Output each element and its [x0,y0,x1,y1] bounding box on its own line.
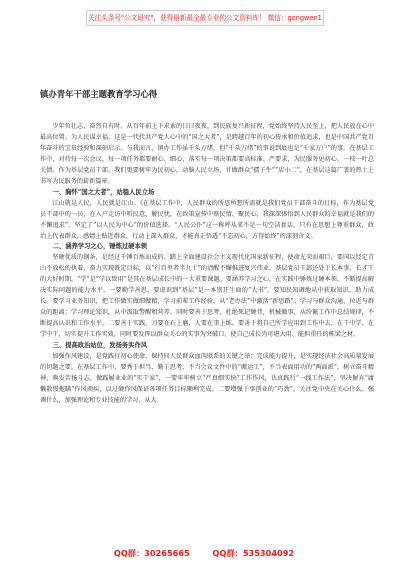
qq-group-1: QQ群：30265665 [113,548,190,558]
intro-paragraph: 少年负壮志，奋烈自有时。从百年前上下求索的日日夜夜，到民族复兴新征程，党始终坚持人民至上，把人民放在心中最高位置。为人民谋幸福，这是一代代共产党人心中的“国之大者”，是跨越百年的初心传承和价值追求，也是中国共产党百年奋斗的宝贵经验和深刻启示。与我而言，镇办工作虽千头万绪，但“千头万绪”的事说到底也是“千家万户”的事。在基层工作中，对待每一次会议、每一项任务都要耐心、细心，落实每一项决策都要高标准、严要求，为民服务见初心，一枝一叶总关情。作为基层党员干部，我们更要树牢为民初心，动脑人民立场，甘做群众“孺子牛”“店小二”，在基层这篇广袤的热土上书写为民服务的崭新篇章。 [40,123,374,185]
page-title: 镇办青年干部主题教育学习心得 [40,89,158,99]
promo-banner: 关注头条号"公文研究"，获得最新最全最专业的公文资料库！ 微信：gongwen1 [86,10,324,26]
document-body [40,122,374,532]
contact-footer [0,548,408,559]
section-paragraph: 加强作风建设，是党践行初心使命、保持同人民群众血肉联系的关键之举；完成能力提升，是实现经济社会高质量发展的切题之要。在基层工作中，要秀于担当、勤于思考，不当会议文件中的“搬运工”，不当表面用功的“两面派”，树立奋斗精神，唤发苦扬斗志，做践履业业的“实干家”，一要牢牢树立“严真细实快”工作作风，认真践行“一线工作法”，坚决摒弃“庸懒散慢拖瞒”作风顽疾，以过硬作风保证各项任务目标顺利完成。二要增强于事创业的“巧劲”。关注党中央在关心什么、强调什么，加强理论和专业技能的学习，从大 [40,353,374,404]
qq-group-2: QQ群：535304092 [212,548,295,558]
section-heading: 三、提高政治站位，发扬务实作风 [52,342,148,350]
section-paragraph: 坚硬优质的钢条，是经过千锤百炼而成的。踏上全面建设社会主义现代化国家新征程，使命光荣而艰巨，要国以经定青山不放松的执着，奋力实现既定目标，以“行百里者半九十”的清醒不懈推进复兴伟业。基层党员干部还处于长本事、长才干的大好时期，“学”是“学以致用”是其在基层成长中的一大重要课题。要涵养学习之心，在实践中锤炼过硬本领，不断提高解决实际问题的能力水平，一要勤学善思。要虚识到“基层”是一本别开生面的“大书”，要知民知调地从中获取知识，助力成长。要学习业务知识，把工作做实做细做精，学习前辈工作经验，从“老办法”中激活“新思路”；学习与群众沟通，拉近与群众的距离；学习理论知识，从中汲取警醒和营养。同时要善于思考，杜绝死记硬背，机械做事，从纷繁工作中总结规律，不断提高认识和工作水平。二要善于实践。刀要在石上磨，人要在事上练。要善于将自己所学应用到工作中去，在干中学、在学中干，切实提升工作实效，同时要发挥以群众关心的实事为突破口，使自己成长为可堪大用、能担重任的栋梁之材。 [40,254,374,339]
section-paragraph: 江山就是人民，人民就是江山。《在基层工作中，人民群众的所思所想所需就是我们党员干部奋斗的目标，作为基层党员干部中的一员，在入户走访中听民意、解民忧，在政策宣传中察民情、聚民心，我深深体悟到人民群众的幸福就是我们的不懈追求”，坚定了“以人民为中心”的价值选择。“人民公仆”这一称呼从来不是一句空洁套话，只有在思想上尊重群众，政治上代表群众，感情上贴近群众，行动上深入群众，才能真正悟透“不忘初心，方得始终”的深刻含义。 [40,199,374,240]
section-heading: 一、胸怀“国之大者”，站稳人民立场 [52,188,155,196]
section-heading: 二、涵养学习之心，锤炼过硬本领 [52,243,148,251]
